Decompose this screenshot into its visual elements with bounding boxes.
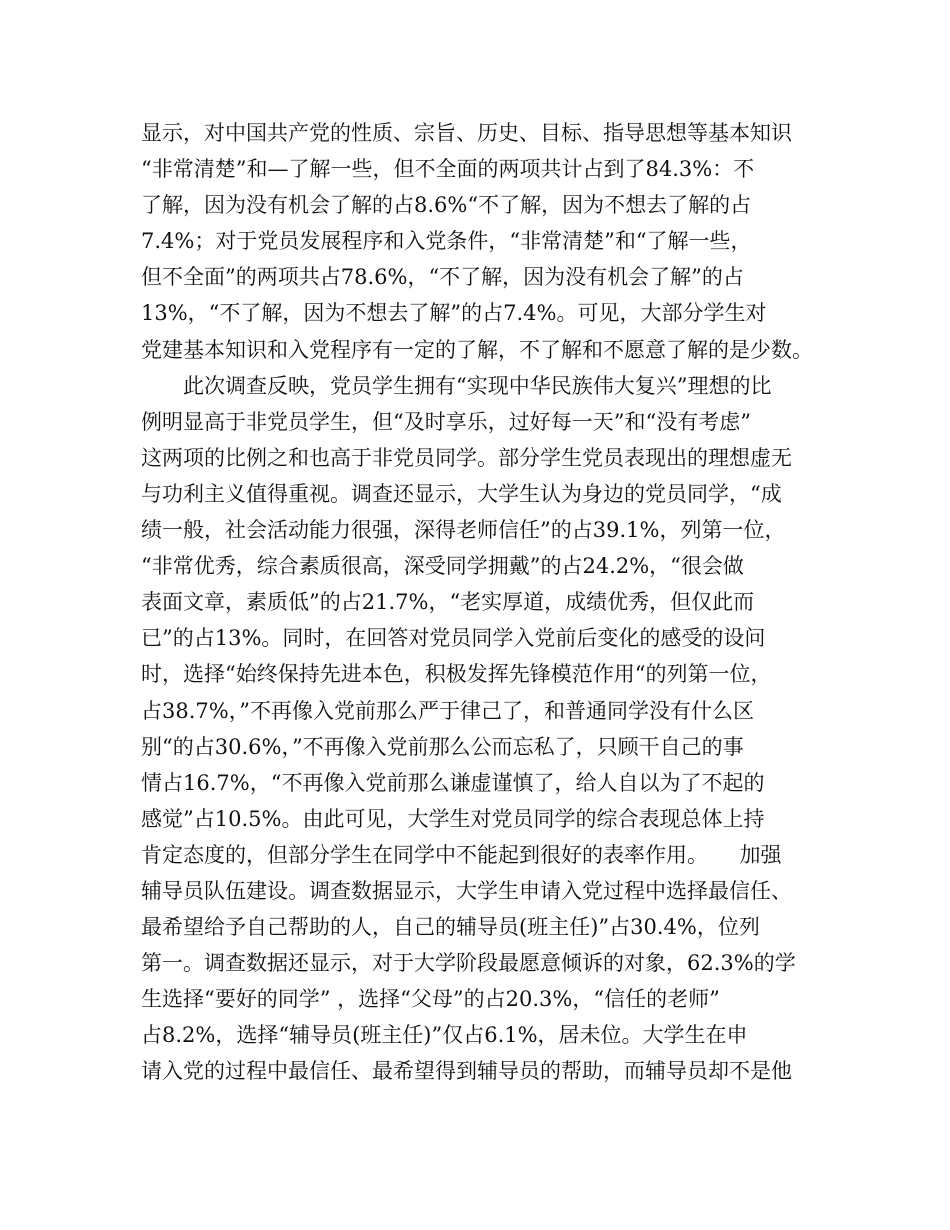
- text-line: 13%，“不了解，因为不想去了解”的占7.4%。可见，大部分学生对: [141, 301, 767, 326]
- text-line: 情占16.7%，“不再像入党前那么谦虚谨慎了，给人自以为了不起的: [141, 770, 765, 795]
- text-line: 7.4%；对于党员发展程序和入党条件，“非常清楚”和“了解一些，: [141, 229, 752, 254]
- text-line: 最希望给予自己帮助的人，自己的辅导员(班主任)”占30.4%，位列: [141, 915, 760, 940]
- text-line: 辅导员队伍建设。调查数据显示，大学生申请入党过程中选择最信任、: [141, 878, 792, 903]
- text-line: 别“的占30.6%，”不再像入党前那么公而忘私了，只顾干自己的事: [141, 734, 744, 759]
- text-line: 显示，对中国共产党的性质、宗旨、历史、目标、指导思想等基本知识: [141, 121, 792, 145]
- text-line: 这两项的比例之和也高于非党员同学。部分学生党员表现出的理想虚无: [141, 445, 792, 470]
- text-line: “非常清楚”和—了解一些，但不全面的两项共计占到了84.3%：不: [141, 157, 755, 182]
- text-line: 例明显高于非党员学生，但“及时享乐，过好每一天”和“没有考虑”: [141, 409, 751, 434]
- text-line: “非常优秀，综合素质很高，深受同学拥戴”的占24.2%，“很会做: [141, 554, 744, 579]
- text-line: 与功利主义值得重视。调查还显示，大学生认为身边的党员同学，“成: [141, 481, 782, 506]
- text-line: 肯定态度的，但部分学生在同学中不能起到很好的表率作用。 加强: [141, 842, 782, 867]
- text-line: 绩一般，社会活动能力很强，深得老师信任”的占39.1%，列第一位，: [141, 518, 786, 543]
- text-line: 占38.7%，”不再像入党前那么严于律己了，和普通同学没有什么区: [141, 698, 754, 723]
- text-line: 请入党的过程中最信任、最希望得到辅导员的帮助，而辅导员却不是他: [141, 1059, 792, 1084]
- text-line: 但不全面”的两项共占78.6%，“不了解，因为没有机会了解”的占: [141, 265, 744, 290]
- text-line: 党建基本知识和入党程序有一定的了解，不了解和不愿意了解的是少数。: [141, 337, 813, 362]
- text-line: 已”的占13%。同时，在回答对党员同学入党前后变化的感受的设问: [141, 626, 766, 651]
- text-line: 感觉”占10.5%。由此可见，大学生对党员同学的综合表现总体上持: [141, 806, 765, 831]
- text-line: 此次调查反映，党员学生拥有“实现中华民族伟大复兴”理想的比: [141, 373, 772, 398]
- text-line: 表面文章，素质低”的占21.7%，“老实厚道，成绩优秀，但仅此而: [141, 590, 755, 615]
- text-line: 占8.2%，选择“辅导员(班主任)”仅占6.1%，居未位。大学生在申: [141, 1023, 748, 1048]
- text-line: 时，选择“始终保持先进本色，积极发挥先锋模范作用“的列第一位，: [141, 662, 772, 687]
- text-line: 第一。调查数据还显示，对于大学阶段最愿意倾诉的对象，62.3%的学: [141, 951, 796, 976]
- text-line: 生选择“要好的同学” ，选择“父母”的占20.3%，“信任的老师”: [141, 987, 720, 1012]
- body-text: [141, 115, 821, 1090]
- text-line: 了解，因为没有机会了解的占8.6%“不了解，因为不想去了解的占: [141, 193, 752, 218]
